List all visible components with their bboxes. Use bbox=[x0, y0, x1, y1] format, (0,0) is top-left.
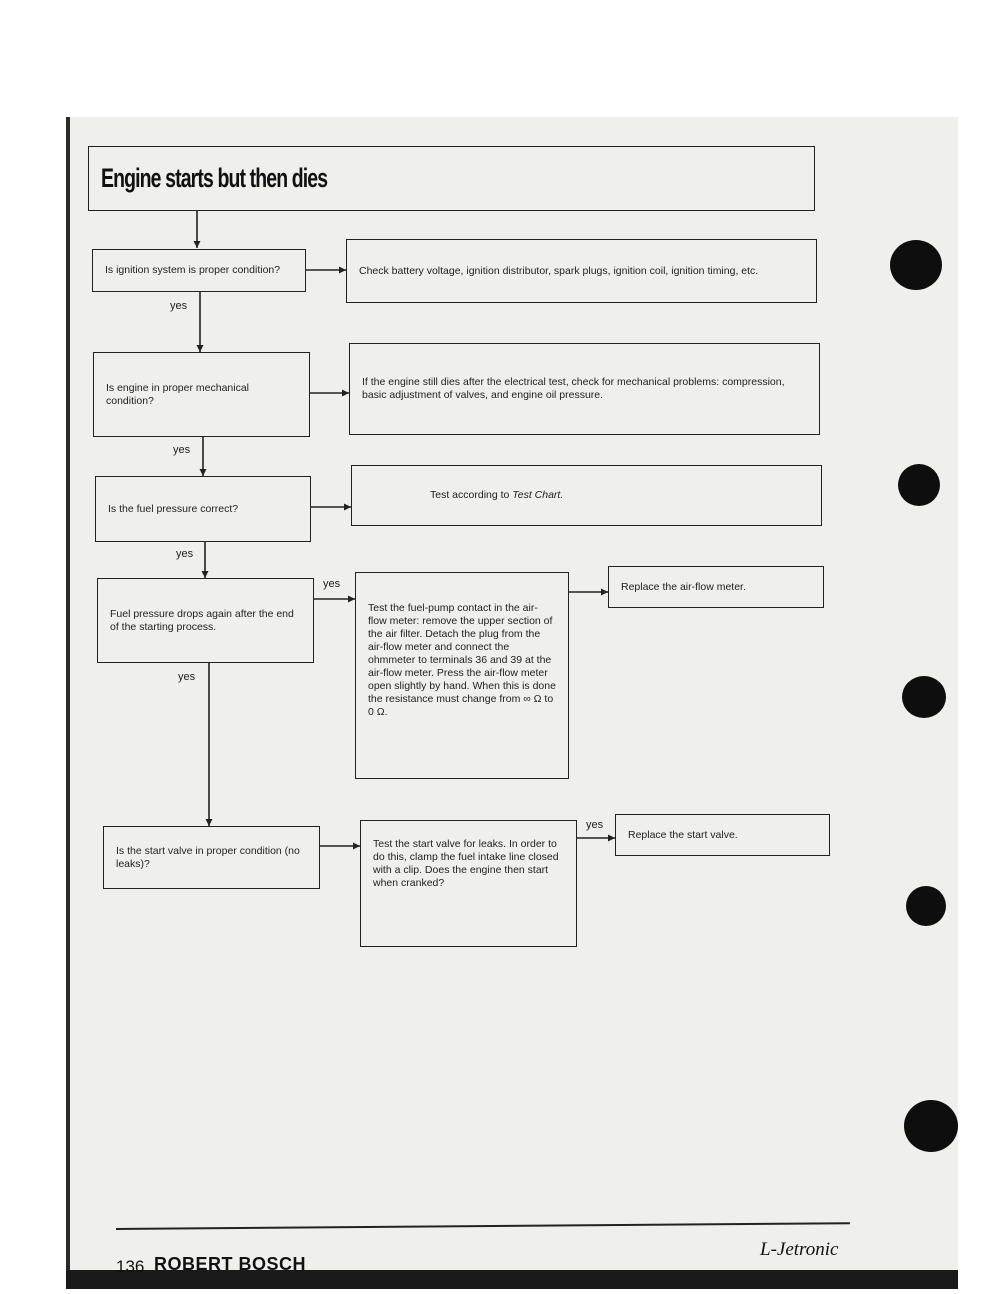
yes-label: yes bbox=[178, 671, 196, 683]
result-box-start-valve bbox=[615, 814, 830, 856]
yes-label: yes bbox=[176, 548, 194, 560]
yes-label: yes bbox=[173, 444, 191, 456]
action-box-start-valve-leak bbox=[360, 820, 577, 947]
series-name: L-Jetronic bbox=[760, 1239, 839, 1260]
question-text: Is engine in proper mechanical condition? bbox=[106, 381, 250, 407]
action-text: If the engine still dies after the electrical test, check for mechanical problems: compression, basic adjustment of valves, and engine oil pressure. bbox=[362, 376, 785, 401]
yes-label: yes bbox=[170, 300, 188, 312]
question-box-pressure-drop bbox=[97, 578, 314, 663]
action-box-fuel-pump-contact bbox=[355, 572, 569, 779]
action-text: Test the start valve for leaks. In order to do this, clamp the fuel intake line closed with a clip. Does the engine then start when cranked? bbox=[373, 838, 559, 889]
action-text: Test the fuel-pump contact in the air-flow meter: remove the upper section of the air filter. Detach the plug from the air-flow meter and connect the ohmmeter to terminals 36 and 39 at the air-flow meter. Press the air-flow meter open slightly by hand. When this is done the resistance must change from ∞ Ω to 0 Ω. bbox=[368, 602, 556, 718]
action-box-mechanical bbox=[349, 343, 820, 435]
result-text: Replace the start valve. bbox=[628, 828, 738, 841]
action-text: Check battery voltage, ignition distributor, spark plugs, ignition coil, ignition timing, etc. bbox=[359, 264, 759, 277]
action-box-ignition bbox=[346, 239, 817, 303]
yes-label: yes bbox=[586, 819, 604, 831]
title-box bbox=[88, 146, 815, 211]
page-title: Engine starts but then dies bbox=[101, 163, 328, 193]
question-box-ignition bbox=[92, 249, 306, 292]
action-text-prefix: Test according to bbox=[430, 489, 513, 501]
question-text: Is ignition system is proper condition? bbox=[105, 264, 281, 276]
result-text: Replace the air-flow meter. bbox=[621, 580, 746, 593]
action-text bbox=[430, 489, 563, 502]
publisher-name: ROBERT BOSCH bbox=[154, 1254, 307, 1274]
page-number: 136 bbox=[116, 1257, 145, 1276]
yes-label: yes bbox=[323, 578, 341, 590]
action-box-fuel-pressure bbox=[351, 465, 822, 526]
question-box-start-valve bbox=[103, 826, 320, 889]
question-box-mechanical bbox=[93, 352, 310, 437]
test-chart-reference: Test Chart. bbox=[512, 489, 564, 501]
result-box-air-flow-meter bbox=[608, 566, 824, 608]
question-text: Fuel pressure drops again after the end of the starting process. bbox=[110, 607, 294, 633]
question-box-fuel-pressure bbox=[95, 476, 311, 542]
question-text: Is the fuel pressure correct? bbox=[108, 502, 239, 515]
question-text: Is the start valve in proper condition (no leaks)? bbox=[116, 844, 300, 870]
